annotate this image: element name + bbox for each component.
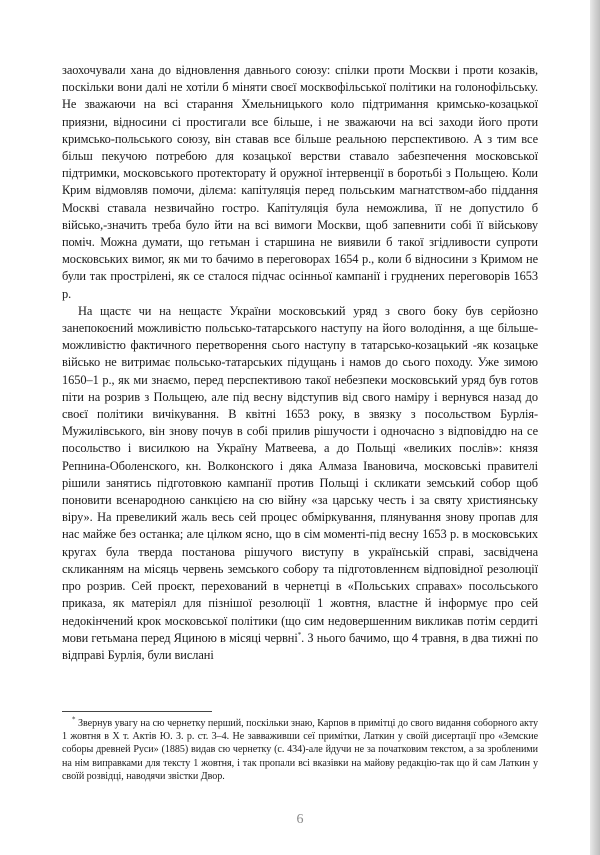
paragraph-2 [62, 303, 538, 664]
footnote-reference-mark[interactable]: * [297, 630, 302, 639]
paragraph-2-text: На щастє чи на нещастє України московський уряд з свого боку був серйозно занепокоєний можливістю польсько-татарського наступу на його володіння, а ще більше-можливістю фактичного перетворення сього наступу в татарсько-козацький -як козацьке військо не витримає польсько-татарських підущань і намов до сього походу. Уже зимою 1650–1 р., як ми знаємо, перед перспективою такої небезпеки московський уряд був готов піти на розрив з Польщею, але під весну відступив від свого наміру і вернувся назад до своєї політики вичікування. В квітні 1653 року, в звязку з посольством Бурлія-Мужилівського, він знову почув в собі прилив рішучости і одночасно з відповіддю на се посольство і висилкою на Україну Матвеева, а до Польщі «великих послів»: князя Репнина-Оболенского, кн. Волконского і дяка Алмаза Івановича, московські правителі рішили занятись підготовкою кампанії против Польщі і скликати земський собор щоб поновити всенародною санкцією на сю війну «за царську честь і за святу християнську віру». На превеликий жаль весь сей процес обміркування, плянування знову пропав для нас майже без останка; але цілком ясно, що в сім моменті-під весну 1653 р. в московських кругах була тверда постанова рішучого виступу в українській справі, засвідчена скликанням на місяць червень земського собору та підготовленнєм відповідної резолюції про розрив. Сей проєкт, перехований в чернетці в «Польських справах» посольського приказа, як матеріял для пізнішої резолюції 1 жовтня, властне й інформує про сей недокінчений крок московської політики (що сим недовершенним викликав потім сердиті мови гетьмана перед Яциною в місяці червні [62, 303, 538, 645]
main-text [62, 62, 538, 664]
paragraph-1: заохочували хана до відновлення давнього союзу: спілки проти Москви і проти козаків, поскільки вони далі не хотіли б міняти своєї москвофільської політики на голонофільську. Не зважаючи на всі старання Хмельницького коло підтримання кримсько-козацької приязни, відносини сі простигали все більше, і не зважаючи на всі заходи його проти кримсько-польського союзу, він ставав все більше реальною перспективою. А з тим все більш пекучою потребою для козацької верстви ставало забезпечення московської підтримки, московського протекторату й оружної інтервенції в боротьбі з Польщею. Коли Крим відмовляв помочи, ділєма: капітуляція перед польським магнатством-або піддання Москві ставала незвичайно гостро. Капітуляція була неможлива, її не допустило б військо,-значить треба було йти на всі вимоги Москви, щоб запевнити собі її військову поміч. Можна думати, що гетьман і старшина не виявили б такої згідливости супроти московських вимог, як ми то бачимо в переговорах 1654 р., коли б відносини з Кримом не були так прострілені, як се сталося підчас осінньої кампанії і груднених переговорів 1653 р. [62, 63, 538, 301]
footnote-text: Звернув увагу на сю чернетку перший, поскільки знаю, Карпов в примітці до свого видання соборного акту 1 жовтня в Х т. Актів Ю. З. р. ст. 3–4. Не завваживши сеї примітки, Латкин у своїй дисертації про «Земские соборы древней Руси» (1885) видав сю чернетку (с. 434)-але йдучи не за початковим текстом, а за зробленими на нім виправками для тексту 1 жовтня, і так пропали всі вказівки на майову редакцію-так що й сам Латкин у своїй розвідці, наводячи звістки Двор. [62, 718, 538, 782]
footnote-mark: * [72, 715, 76, 724]
paragraph-2-end: . З нього бачимо, що 4 травня, в два тижні по відправі Бурлія, були вислані [62, 630, 538, 662]
footnote [62, 717, 538, 783]
footnote-divider [62, 711, 212, 712]
page-edge-shadow [590, 0, 600, 855]
page-number: 6 [296, 812, 304, 827]
